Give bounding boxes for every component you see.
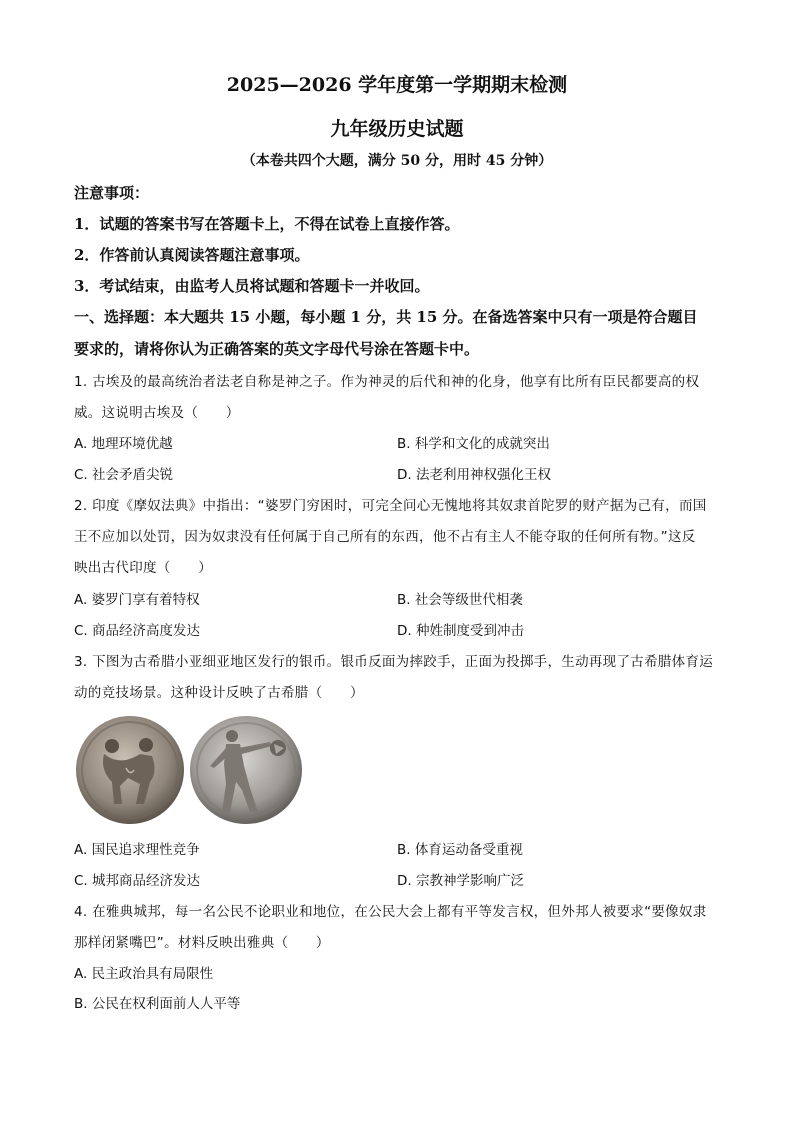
question-text: 那样闭紧嘴巴”。材料反映出雅典（ ） <box>74 935 330 951</box>
option-b: B. 公民在权利面前人人平等 <box>74 996 241 1012</box>
option-d: D. 种姓制度受到冲击 <box>397 623 524 639</box>
option-a: A. 民主政治具有局限性 <box>74 966 214 982</box>
question-text: 2. 印度《摩奴法典》中指出：“婆罗门穷困时，可完全问心无愧地将其奴隶首陀罗的财产据为己有，而国 <box>74 498 707 514</box>
section-instruction: 要求的，请将你认为正确答案的英文字母代号涂在答题卡中。 <box>74 340 480 358</box>
option-c: C. 城邦商品经济发达 <box>74 873 201 889</box>
option-d: D. 法老利用神权强化王权 <box>397 467 551 483</box>
greek-silver-coins-image <box>74 712 304 827</box>
option-a: A. 婆罗门享有着特权 <box>74 592 200 608</box>
notice-item: 1．试题的答案书写在答题卡上，不得在试卷上直接作答。 <box>74 215 460 233</box>
exam-subtitle: 九年级历史试题 <box>330 118 464 140</box>
question-text: 威。这说明古埃及（ ） <box>74 405 240 421</box>
wrestlers-coin <box>76 716 184 824</box>
option-b: B. 科学和文化的成就突出 <box>397 436 550 452</box>
option-b: B. 社会等级世代相袭 <box>397 592 523 608</box>
question-text: 映出古代印度（ ） <box>74 560 212 576</box>
discus-thrower-coin <box>190 716 302 824</box>
question-text: 王不应加以处罚，因为奴隶没有任何属于自己所有的东西，他不占有主人不能夺取的任何所有物。”这反 <box>74 529 696 545</box>
option-d: D. 宗教神学影响广泛 <box>397 873 524 889</box>
option-a: A. 地理环境优越 <box>74 436 173 452</box>
question-text: 1. 古埃及的最高统治者法老自称是神之子。作为神灵的后代和神的化身，他享有比所有臣民都要高的权 <box>74 374 700 390</box>
option-c: C. 商品经济高度发达 <box>74 623 201 639</box>
exam-note: （本卷共四个大题，满分 50 分，用时 45 分钟） <box>241 153 553 169</box>
notice-item: 3．考试结束，由监考人员将试题和答题卡一并收回。 <box>74 277 430 295</box>
question-text: 动的竞技场景。这种设计反映了古希腊（ ） <box>74 685 364 701</box>
option-c: C. 社会矛盾尖锐 <box>74 467 174 483</box>
exam-title: 2025—2026 学年度第一学期期末检测 <box>226 74 568 96</box>
option-b: B. 体育运动备受重视 <box>397 842 523 858</box>
option-a: A. 国民追求理性竞争 <box>74 842 200 858</box>
question-text: 3. 下图为古希腊小亚细亚地区发行的银币。银币反面为摔跤手，正面为投掷手，生动再现了古希腊体育运 <box>74 654 714 670</box>
section-instruction: 一、选择题：本大题共 15 小题，每小题 1 分，共 15 分。在备选答案中只有一项是符合题目 <box>74 308 698 326</box>
notice-item: 2．作答前认真阅读答题注意事项。 <box>74 246 310 264</box>
notice-heading: 注意事项： <box>74 184 150 202</box>
question-text: 4. 在雅典城邦，每一名公民不论职业和地位，在公民大会上都有平等发言权，但外邦人被要求“要像奴隶 <box>74 904 707 920</box>
